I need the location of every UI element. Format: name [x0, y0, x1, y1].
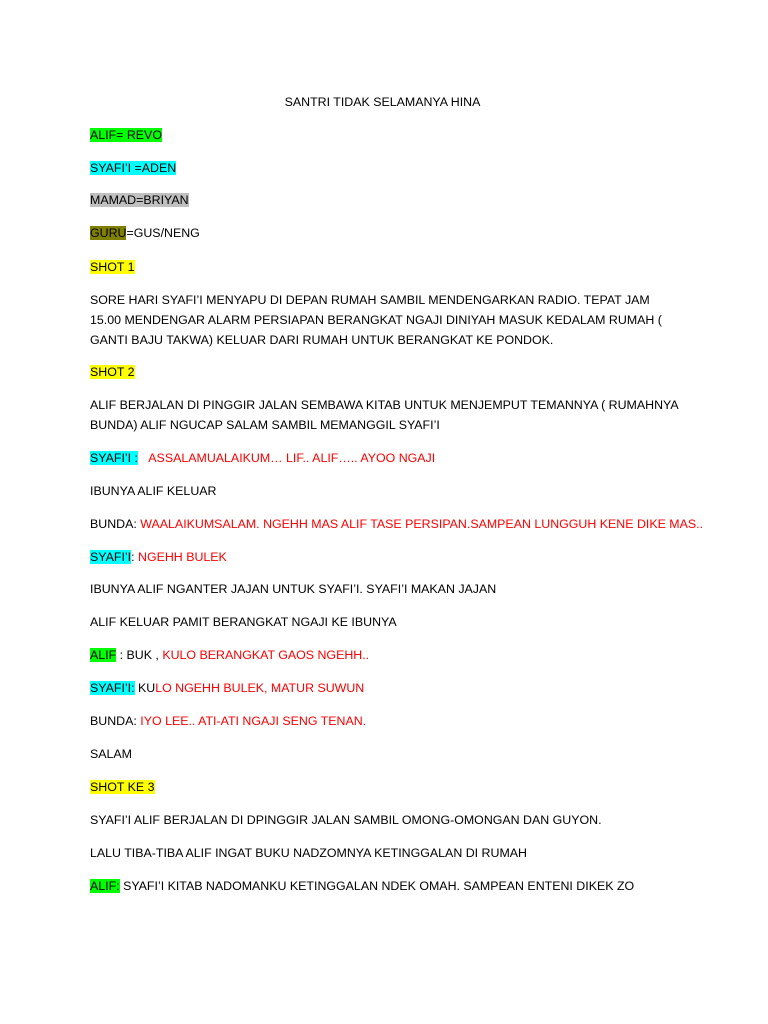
- cast-mamad-text: MAMAD=BRIYAN: [90, 193, 189, 207]
- cast-syafii-text: SYAFI’I =ADEN: [90, 161, 177, 175]
- shot1-paragraph: SORE HARI SYAFI’I MENYAPU DI DEPAN RUMAH SAMBIL MENDENGARKAN RADIO. TEPAT JAM 15.00 MENDENGAR ALARM PERSIAPAN BERANGKAT NGAJI DINIYAH MASUK KEDALAM RUMAH ( GANTI BAJU TAKWA) KELUAR DARI RUMAH UNTUK BERANGKAT KE PONDOK.: [90, 293, 662, 347]
- action-line: ALIF KELUAR PAMIT BERANGKAT NGAJI KE IBUNYA: [90, 615, 397, 629]
- speaker-syafii: SYAFI’I:: [90, 681, 135, 695]
- speaker-bunda: BUNDA:: [90, 714, 137, 728]
- shot2-paragraph: ALIF BERJALAN DI PINGGIR JALAN SEMBAWA KITAB UNTUK MENJEMPUT TEMANNYA ( RUMAHNYA BUNDA) ALIF NGUCAP SALAM SAMBIL MEMANGGIL SYAFI’I: [90, 398, 678, 432]
- speaker-bunda: BUNDA:: [90, 517, 137, 531]
- shot1-heading: [90, 257, 690, 277]
- action-line: IBUNYA ALIF NGANTER JAJAN UNTUK SYAFI’I. SYAFI’I MAKAN JAJAN: [90, 582, 497, 596]
- dialogue-text: WAALAIKUMSALAM. NGEHH MAS ALIF TASE PERSIPAN.SAMPEAN LUNGGUH KENE DIKE MAS..: [140, 517, 704, 531]
- dialogue-prefix: : BUK ,: [116, 648, 159, 662]
- action-line: SYAFI’I ALIF BERJALAN DI DPINGGIR JALAN SAMBIL OMONG-OMONGAN DAN GUYON.: [90, 813, 602, 827]
- dialogue-text: SYAFI’I KITAB NADOMANKU KETINGGALAN NDEK OMAH. SAMPEAN ENTENI DIKEK ZO: [123, 879, 635, 893]
- dialogue-text: KULO BERANGKAT GAOS NGEHH..: [162, 648, 370, 662]
- speaker-syafii: SYAFI’I: [90, 550, 132, 564]
- shot2-heading: [90, 362, 690, 382]
- cast-alif: [90, 125, 690, 145]
- shot2-heading-text: SHOT 2: [90, 365, 135, 379]
- shot3-heading: [90, 777, 690, 797]
- dialogue-line: [90, 547, 690, 567]
- dialogue-line: [90, 448, 690, 468]
- dialogue-text: NGEHH BULEK: [138, 550, 227, 564]
- document-page: [90, 0, 704, 1024]
- document-title: SANTRI TIDAK SELAMANYA HINA: [284, 95, 481, 109]
- dialogue-colon: :: [131, 550, 135, 564]
- speaker-alif: ALIF:: [90, 879, 120, 893]
- cast-syafii: [90, 158, 690, 178]
- dialogue-prefix: KU: [137, 681, 156, 695]
- shot1-heading-text: SHOT 1: [90, 260, 135, 274]
- dialogue-line: [90, 514, 704, 534]
- cast-mamad: [90, 190, 690, 210]
- dialogue-text: ASSALAMUALAIKUM… LIF.. ALIF….. AYOO NGAJI: [148, 451, 436, 465]
- cast-guru: [90, 223, 690, 243]
- action-line: IBUNYA ALIF KELUAR: [90, 484, 217, 498]
- action-line: LALU TIBA-TIBA ALIF INGAT BUKU NADZOMNYA KETINGGALAN DI RUMAH: [90, 846, 527, 860]
- action-line: SALAM: [90, 747, 133, 761]
- speaker-alif: ALIF: [90, 648, 117, 662]
- speaker-syafii: SYAFI’I :: [90, 451, 138, 465]
- cast-guru-value: =GUS/NENG: [126, 226, 200, 240]
- dialogue-line: [90, 645, 690, 665]
- dialogue-line: [90, 711, 690, 731]
- shot3-heading-text: SHOT KE 3: [90, 780, 155, 794]
- dialogue-text: IYO LEE.. ATI-ATI NGAJI SENG TENAN.: [140, 714, 367, 728]
- dialogue-text: LO NGEHH BULEK, MATUR SUWUN: [155, 681, 365, 695]
- cast-guru-label: GURU: [90, 226, 127, 240]
- dialogue-line: [90, 678, 690, 698]
- dialogue-line: [90, 876, 690, 896]
- cast-alif-text: ALIF= REVO: [90, 128, 162, 142]
